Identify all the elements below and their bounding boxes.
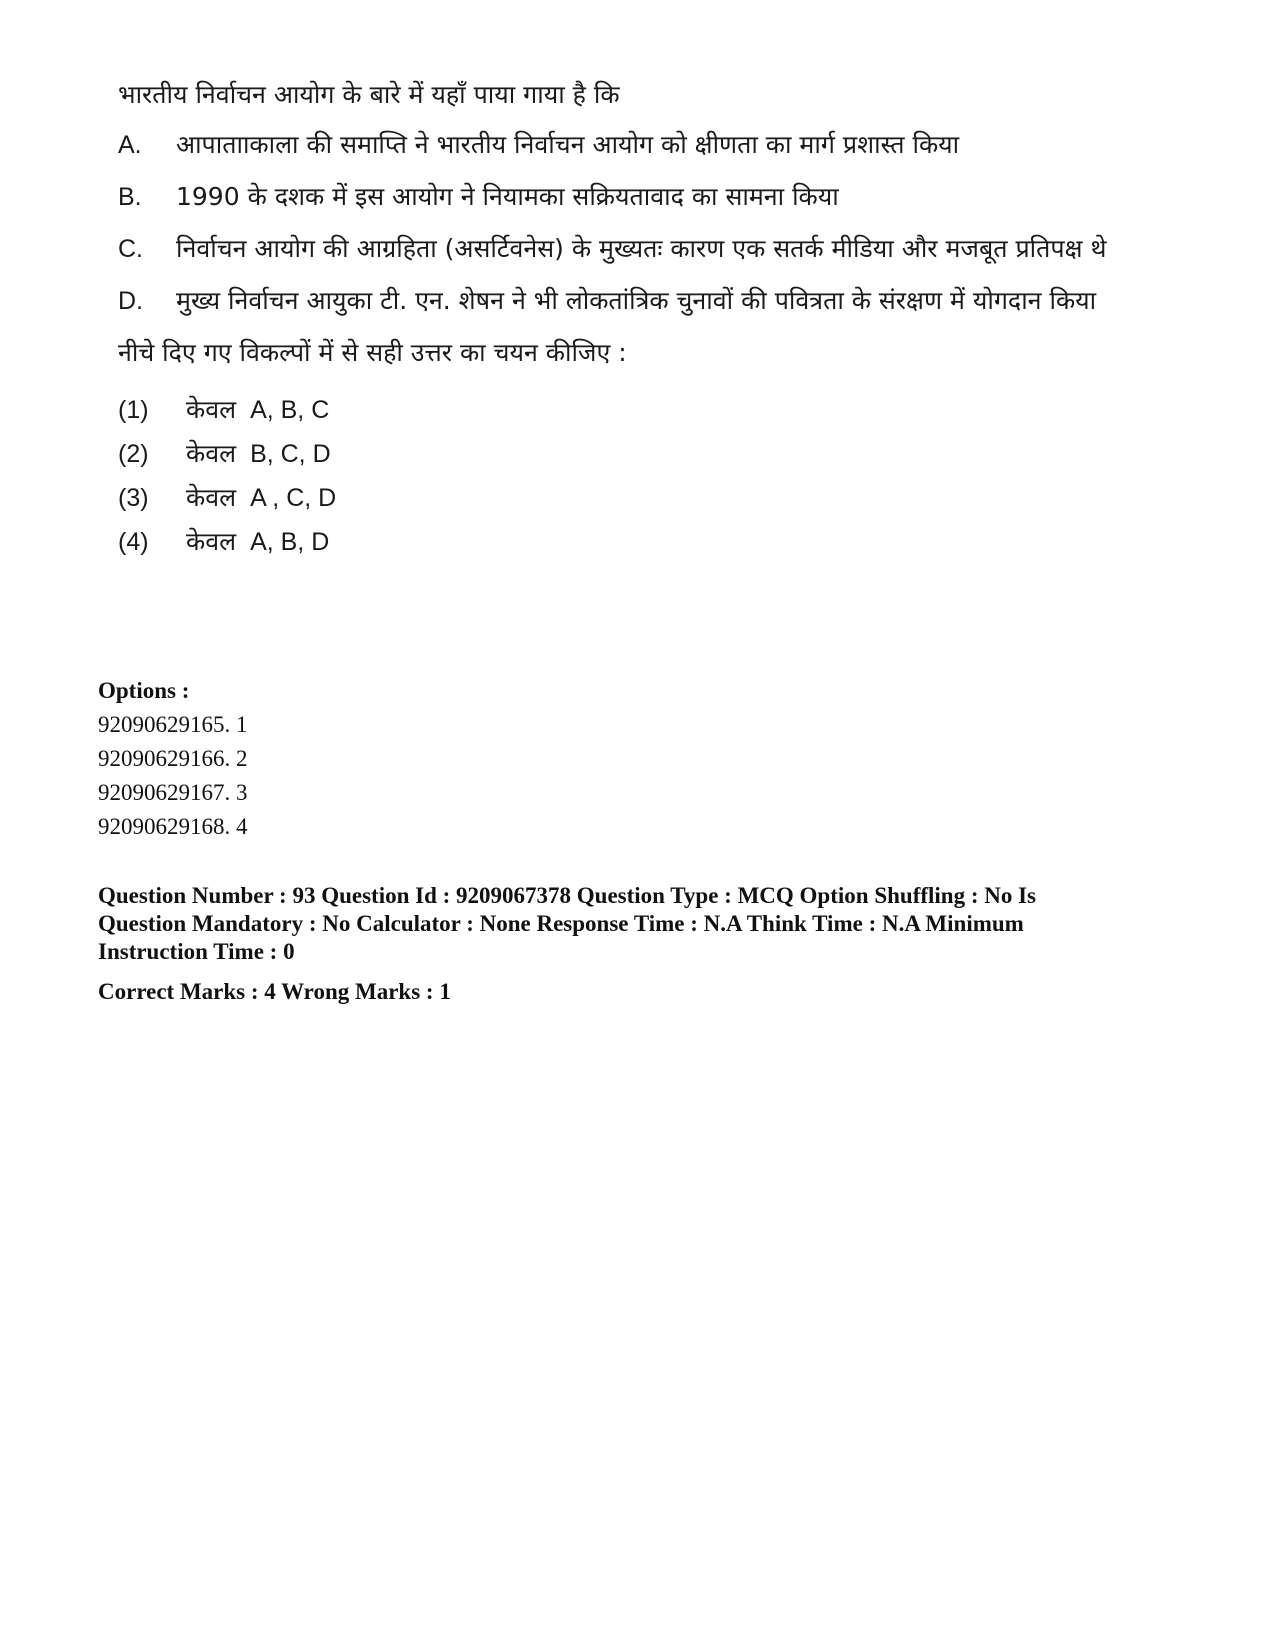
choice-only: केवल bbox=[186, 483, 237, 512]
choice-letters: B, C, D bbox=[250, 440, 331, 468]
question-instruction: नीचे दिए गए विकल्पों में से सही उत्तर का चयन कीजिए : bbox=[118, 338, 627, 367]
choice-letters: A, B, C bbox=[250, 396, 330, 424]
choice-number: (2) bbox=[118, 440, 149, 468]
statement-text: आपातााकाला की समाप्ति ने भारतीय निर्वाचन आयोग को क्षीणता का मार्ग प्रशास्त किया bbox=[176, 130, 960, 159]
statement-text: निर्वाचन आयोग की आग्रहिता (असर्टिवनेस) के मुख्यतः कारण एक सतर्क मीडिया और मजबूत प्रतिपक्ष थे bbox=[176, 234, 1107, 263]
statement-label: A. bbox=[118, 131, 142, 159]
options-heading: Options : bbox=[98, 678, 190, 703]
option-item: 92090629167. 3 bbox=[98, 780, 248, 805]
statement-c bbox=[118, 232, 1138, 266]
choice-number: (3) bbox=[118, 484, 149, 512]
statement-label: D. bbox=[118, 287, 143, 315]
question-metadata: Question Number : 93 Question Id : 9209067378 Question Type : MCQ Option Shuffling : No Is Question Mandatory : No Calculator : None Response Time : N.A Think Time : N.A Minimum Instruction Time : 0 bbox=[98, 883, 1037, 964]
choice-only: केवल bbox=[186, 527, 237, 556]
question-stem: भारतीय निर्वाचन आयोग के बारे में यहाँ पाया गाया है कि bbox=[118, 80, 620, 109]
statement-label: C. bbox=[118, 235, 143, 263]
question-image-block bbox=[118, 78, 1138, 564]
choice-3 bbox=[118, 476, 1138, 520]
option-item: 92090629168. 4 bbox=[98, 814, 248, 839]
option-item: 92090629166. 2 bbox=[98, 746, 248, 771]
choice-number: (1) bbox=[118, 396, 149, 424]
choice-letters: A, B, D bbox=[250, 528, 330, 556]
choice-only: केवल bbox=[186, 395, 237, 424]
statement-text: 1990 के दशक में इस आयोग ने नियामका सक्रियतावाद का सामना किया bbox=[176, 182, 839, 211]
statement-b bbox=[118, 180, 1138, 214]
statement-label: B. bbox=[118, 183, 142, 211]
statement-text: मुख्य निर्वाचन आयुका टी. एन. शेषन ने भी लोकतांत्रिक चुनावों की पवित्रता के संरक्षण में योगदान किया bbox=[176, 286, 1097, 315]
choice-only: केवल bbox=[186, 439, 237, 468]
options-list bbox=[98, 674, 248, 844]
option-item: 92090629165. 1 bbox=[98, 712, 248, 737]
choice-letters: A , C, D bbox=[250, 484, 337, 512]
choice-1 bbox=[118, 388, 1138, 432]
choice-4 bbox=[118, 520, 1138, 564]
choice-number: (4) bbox=[118, 528, 149, 556]
statement-a bbox=[118, 128, 1138, 162]
marks-info: Correct Marks : 4 Wrong Marks : 1 bbox=[98, 979, 451, 1004]
choice-2 bbox=[118, 432, 1138, 476]
statement-d bbox=[118, 284, 1138, 318]
